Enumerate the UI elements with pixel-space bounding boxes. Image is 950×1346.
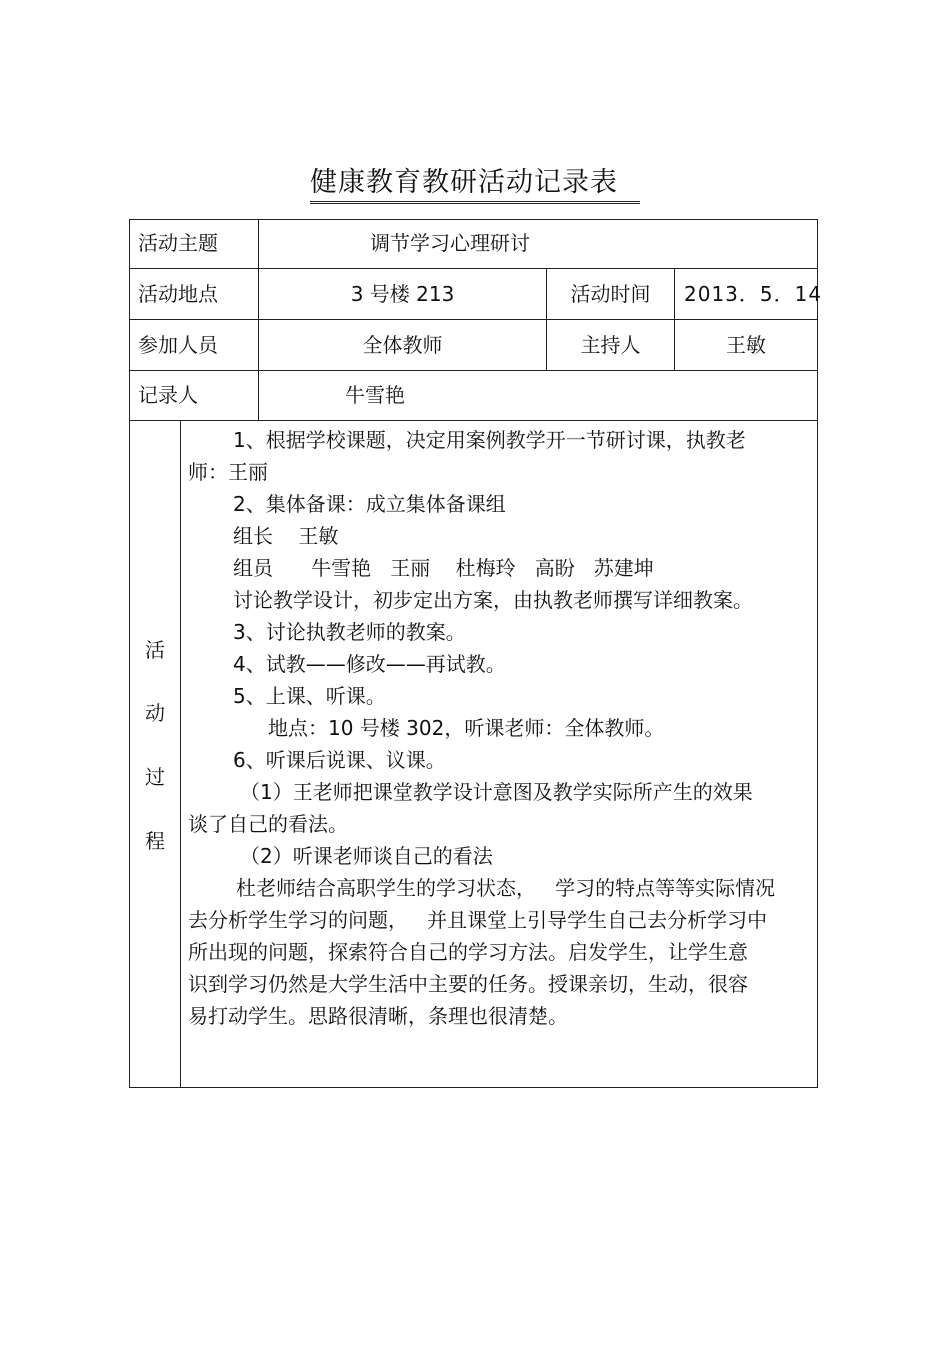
recorder-label: 记录人	[138, 383, 198, 407]
process-line: 5、上课、听课。	[233, 684, 386, 708]
process-line: 杜老师结合高职学生的学习状态， 学习的特点等等实际情况	[236, 876, 776, 900]
host-value: 王敏	[726, 333, 766, 357]
process-line: 去分析学生学习的问题， 并且课堂上引导学生自己去分析学习中	[188, 908, 768, 932]
process-line: 地点：10 号楼 302，听课老师：全体教师。	[268, 716, 665, 740]
process-line: 易打动学生。思路很清晰，条理也很清楚。	[188, 1004, 568, 1028]
process-label-char: 程	[145, 829, 165, 853]
process-line: 组长 王敏	[233, 524, 339, 548]
process-label-char: 动	[145, 701, 165, 725]
recorder-value: 牛雪艳	[345, 383, 405, 407]
process-label-char: 过	[145, 765, 165, 789]
process-line: 6、听课后说课、议课。	[233, 748, 446, 772]
time-label: 活动时间	[570, 282, 651, 306]
process-line: 4、试教——修改——再试教。	[233, 652, 506, 676]
process-line: 1、根据学校课题，决定用案例教学开一节研讨课，执教老	[233, 428, 746, 452]
process-line: 所出现的问题，探索符合自己的学习方法。启发学生，让学生意	[188, 940, 748, 964]
participants-label: 参加人员	[138, 333, 218, 357]
time-value: 2013．5．14	[684, 282, 823, 306]
process-line: 谈了自己的看法。	[188, 812, 348, 836]
process-content	[188, 424, 808, 1032]
host-label: 主持人	[580, 333, 641, 357]
process-line: 2、集体备课：成立集体备课组	[233, 492, 506, 516]
participants-value: 全体教师	[362, 333, 443, 357]
place-label: 活动地点	[138, 282, 218, 306]
process-line: 3、讨论执教老师的教案。	[233, 620, 466, 644]
theme-value: 调节学习心理研讨	[370, 231, 530, 255]
process-line: 组员 牛雪艳 王丽 杜梅玲 高盼 苏建坤	[233, 556, 654, 580]
theme-label: 活动主题	[138, 231, 218, 255]
process-line: 识到学习仍然是大学生活中主要的任务。授课亲切，生动，很容	[188, 972, 748, 996]
document-title: 健康教育教研活动记录表	[0, 160, 950, 204]
process-line: 讨论教学设计，初步定出方案，由执教老师撰写详细教案。	[233, 588, 753, 612]
place-value: 3 号楼 213	[350, 282, 455, 306]
process-line: （1）王老师把课堂教学设计意图及教学实际所产生的效果	[240, 780, 753, 804]
process-label-char: 活	[145, 638, 165, 662]
process-line: （2）听课老师谈自己的看法	[240, 844, 493, 868]
process-line: 师：王丽	[188, 460, 268, 484]
